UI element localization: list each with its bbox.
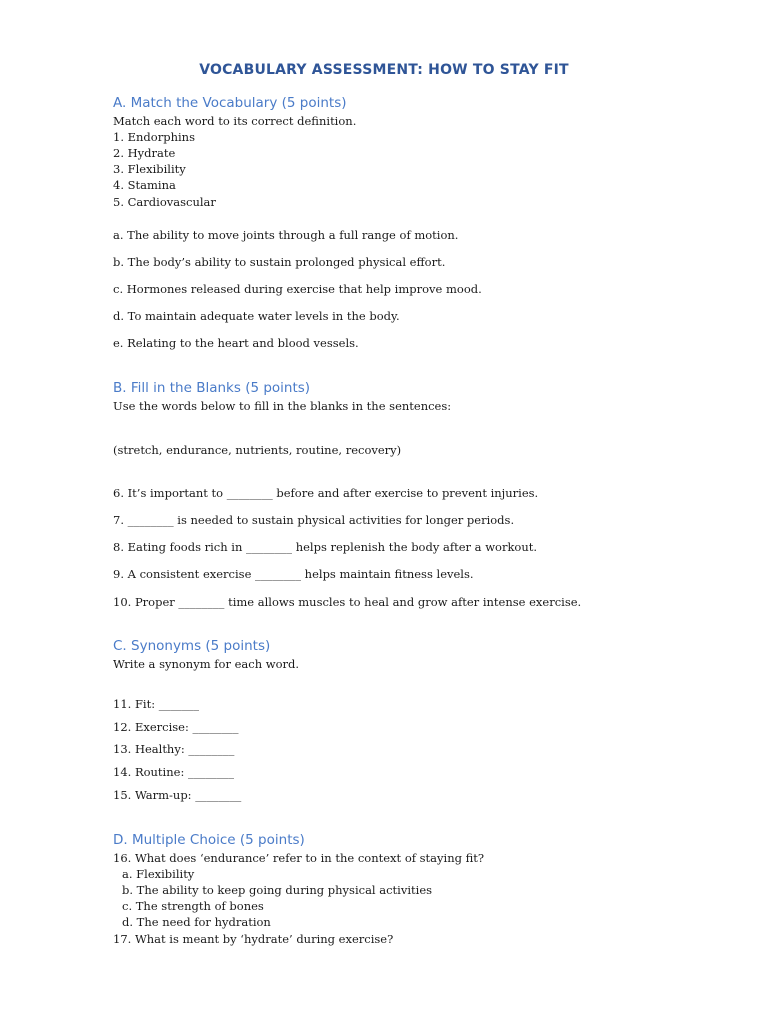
word-bank: (stretch, endurance, nutrients, routine, recovery) — [113, 443, 402, 457]
synonym-item: 11. Fit: _______ — [113, 697, 200, 711]
definition-item: a. The ability to move joints through a full range of motion. — [113, 228, 459, 242]
fill-blank-item: 8. Eating foods rich in ________ helps replenish the body after a workout. — [113, 540, 538, 554]
fill-blank-item: 10. Proper ________ time allows muscles to heal and grow after intense exercise. — [113, 595, 582, 609]
section-a-instruction: Match each word to its correct definition. — [113, 114, 357, 128]
definition-item: b. The body’s ability to sustain prolonged physical effort. — [113, 255, 446, 269]
section-c-instruction: Write a synonym for each word. — [113, 657, 300, 671]
question-16-option: c. The strength of bones — [122, 899, 264, 913]
vocab-word: 5. Cardiovascular — [113, 195, 216, 209]
synonym-item: 13. Healthy: ________ — [113, 742, 235, 756]
section-c-heading: C. Synonyms (5 points) — [113, 638, 271, 654]
synonym-item: 15. Warm-up: ________ — [113, 788, 242, 802]
section-b-instruction: Use the words below to fill in the blanks in the sentences: — [113, 399, 452, 413]
fill-blank-item: 9. A consistent exercise ________ helps maintain fitness levels. — [113, 567, 474, 581]
question-16-option: b. The ability to keep going during physical activities — [122, 883, 433, 897]
vocab-word: 2. Hydrate — [113, 146, 176, 160]
question-16-option: d. The need for hydration — [122, 915, 271, 929]
definition-item: e. Relating to the heart and blood vessels. — [113, 336, 359, 350]
question-17: 17. What is meant by ‘hydrate’ during exercise? — [113, 932, 394, 946]
question-16-option: a. Flexibility — [122, 867, 195, 881]
section-d-heading: D. Multiple Choice (5 points) — [113, 832, 305, 848]
section-a-heading: A. Match the Vocabulary (5 points) — [113, 95, 347, 111]
definition-item: c. Hormones released during exercise that help improve mood. — [113, 282, 482, 296]
section-b-heading: B. Fill in the Blanks (5 points) — [113, 380, 311, 396]
synonym-item: 14. Routine: ________ — [113, 765, 234, 779]
fill-blank-item: 6. It’s important to ________ before and after exercise to prevent injuries. — [113, 486, 539, 500]
question-16: 16. What does ‘endurance’ refer to in the context of staying fit? — [113, 851, 485, 865]
document-title: VOCABULARY ASSESSMENT: HOW TO STAY FIT — [199, 62, 569, 78]
vocab-word: 1. Endorphins — [113, 130, 195, 144]
definition-item: d. To maintain adequate water levels in the body. — [113, 309, 400, 323]
synonym-item: 12. Exercise: ________ — [113, 720, 239, 734]
fill-blank-item: 7. ________ is needed to sustain physical activities for longer periods. — [113, 513, 515, 527]
vocab-word: 4. Stamina — [113, 178, 176, 192]
vocab-word: 3. Flexibility — [113, 162, 186, 176]
